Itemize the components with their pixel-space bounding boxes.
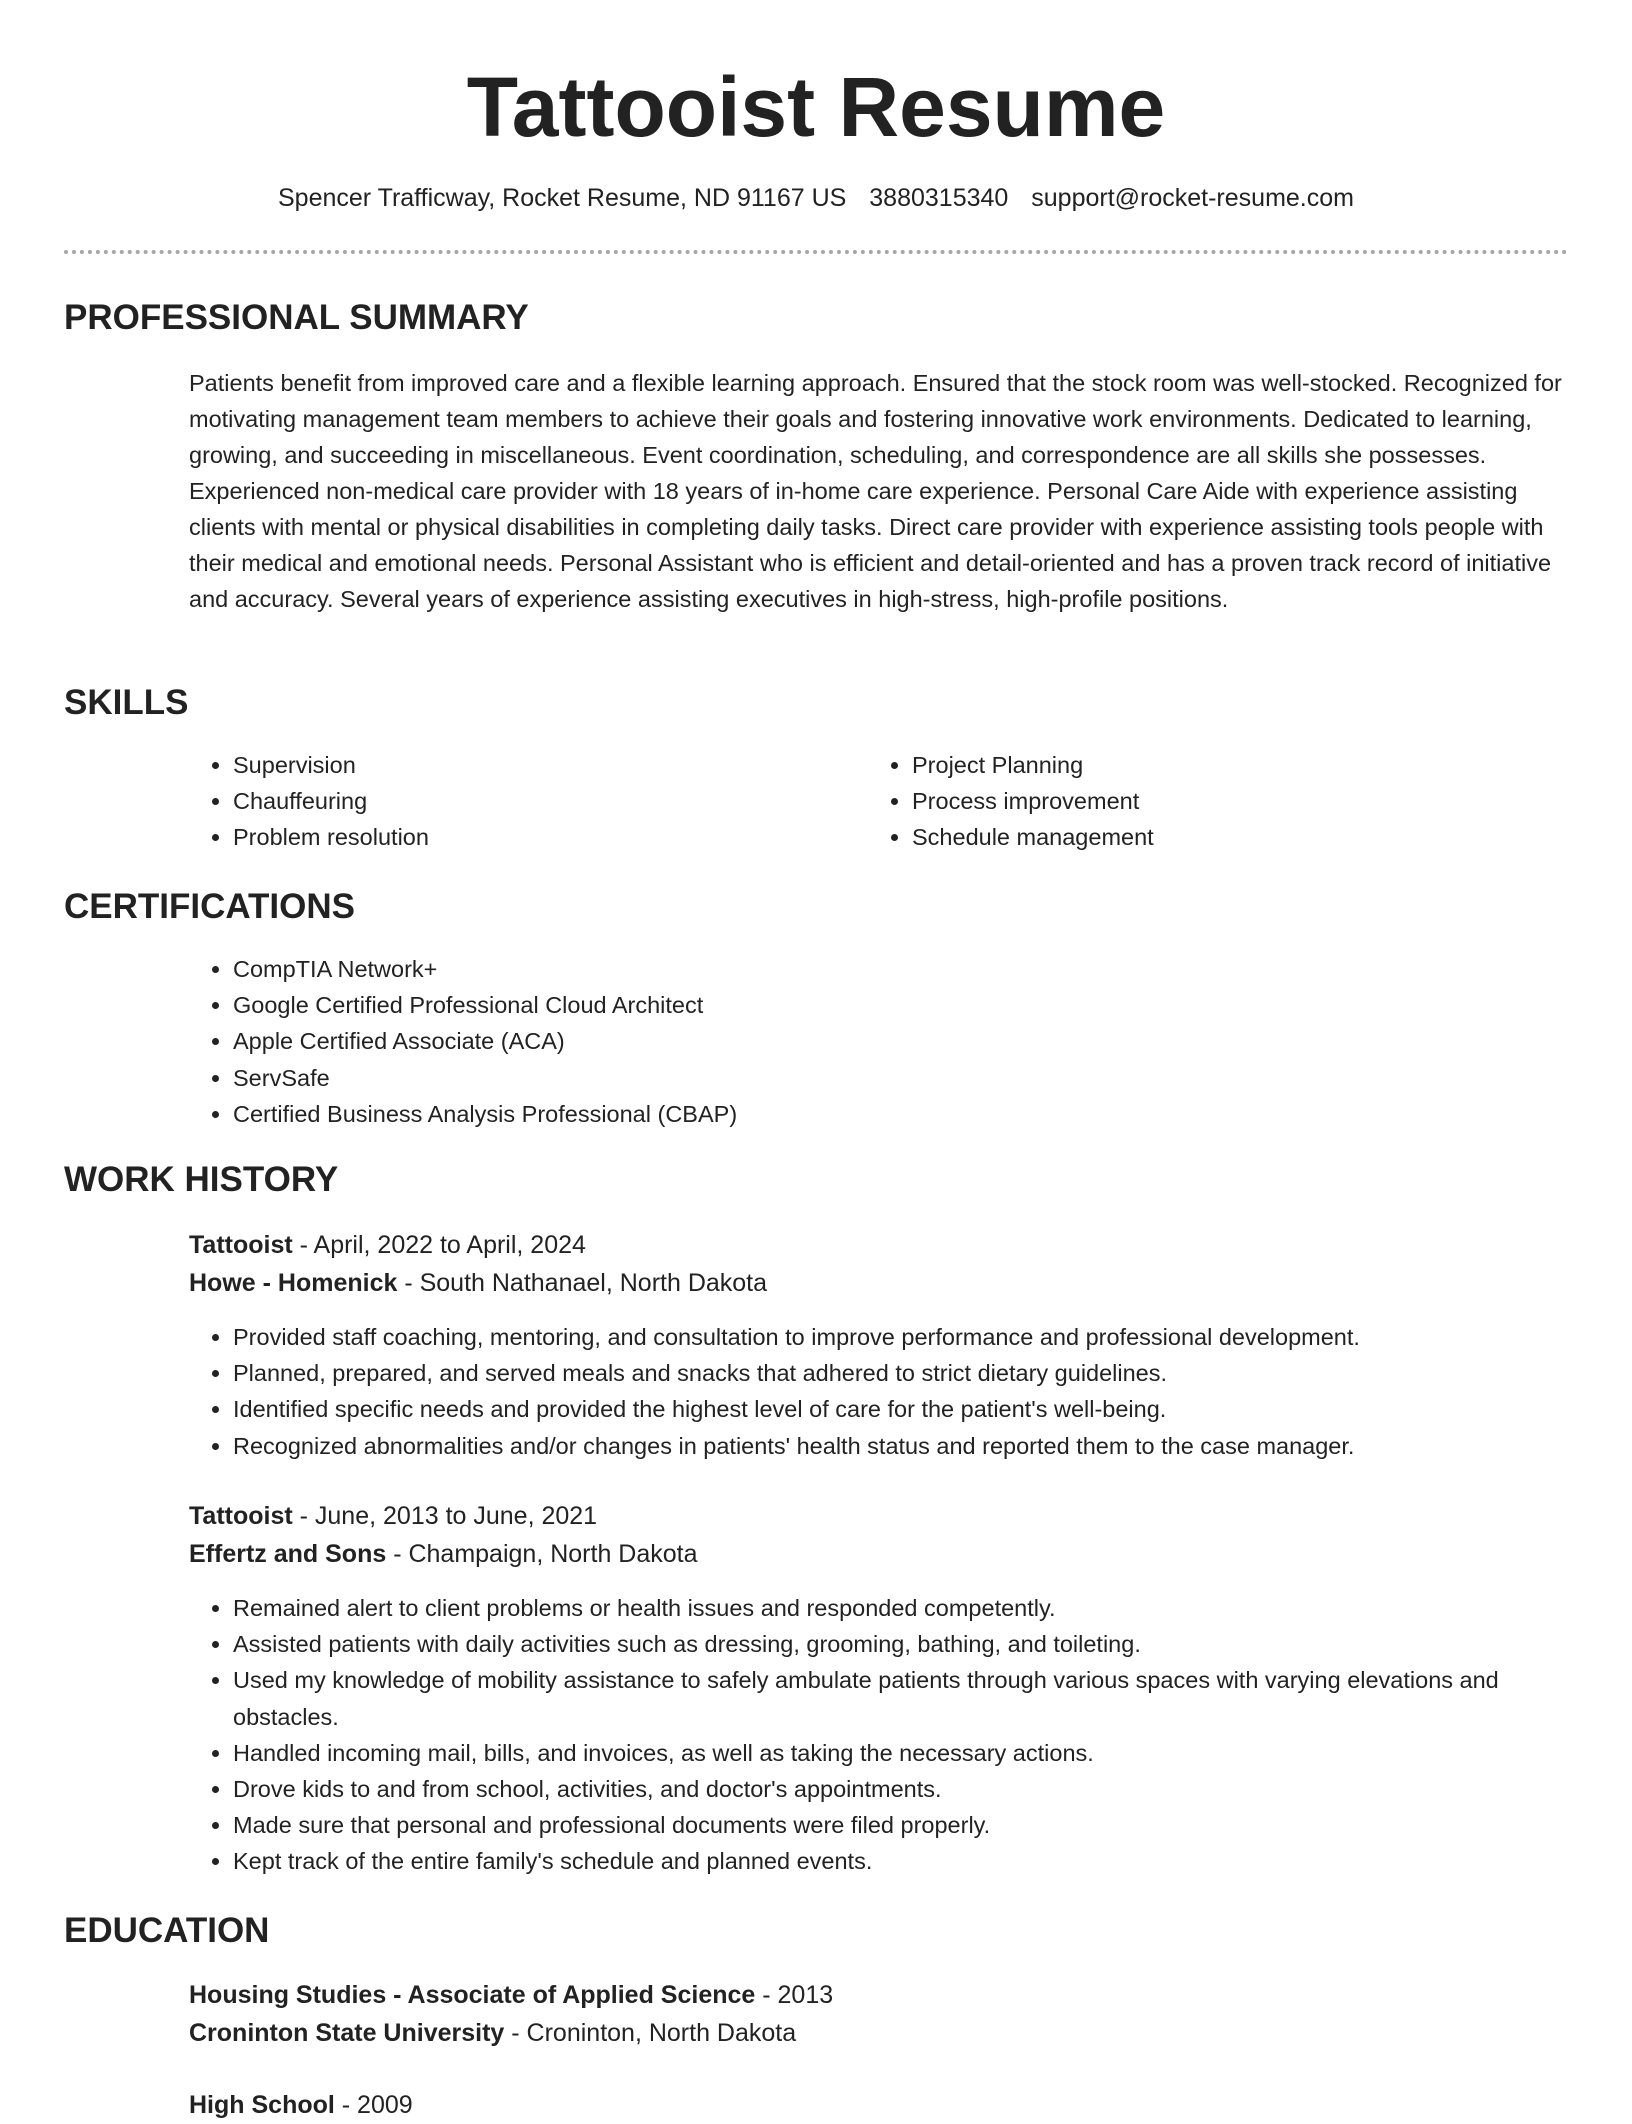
education-heading: EDUCATION	[64, 1911, 270, 1950]
job-title: Tattooist	[189, 1231, 293, 1259]
job-bullet: • Assisted patients with daily activities such as dressing, grooming, bathing, and toileting.	[233, 1626, 1549, 1662]
resume-title: Tattooist Resume	[466, 60, 1166, 154]
job-bullet: • Provided staff coaching, mentoring, and consultation to improve performance and professional development.	[233, 1319, 1569, 1355]
job-bullet: • Used my knowledge of mobility assistance to safely ambulate patients through various spaces with varying elevations and obstacles.	[233, 1662, 1549, 1734]
job-location: - Champaign, North Dakota	[386, 1540, 698, 1568]
skill-item: • Chauffeuring	[233, 783, 809, 819]
job-bullet: • Remained alert to client problems or health issues and responded competently.	[233, 1590, 1549, 1626]
skills-column-left	[189, 747, 809, 856]
job-entry	[189, 1226, 1569, 1302]
education-degree: Housing Studies - Associate of Applied Science	[189, 1981, 756, 2009]
contact-line	[0, 180, 1632, 216]
job-bullet: • Recognized abnormalities and/or changes in patients' health status and reported them to the case manager.	[233, 1428, 1569, 1464]
education-entry	[189, 2086, 1569, 2124]
certification-item: • Certified Business Analysis Professional (CBAP)	[233, 1096, 1569, 1132]
job-bullets	[189, 1590, 1549, 1880]
job-bullets	[189, 1319, 1569, 1464]
summary-section	[189, 365, 1569, 617]
education-degree-line	[189, 1976, 1569, 2014]
contact-email: support@rocket-resume.com	[1031, 184, 1354, 212]
skill-item: • Schedule management	[912, 819, 1488, 855]
job-entry	[189, 1497, 1569, 1573]
contact-address: Spencer Trafficway, Rocket Resume, ND 91167 US	[278, 184, 847, 212]
education-year: - 2013	[755, 1981, 834, 2009]
work-history-heading: WORK HISTORY	[64, 1160, 339, 1199]
job-company: Howe - Homenick	[189, 1269, 398, 1297]
job-bullet: • Drove kids to and from school, activities, and doctor's appointments.	[233, 1771, 1549, 1807]
certification-item: • Apple Certified Associate (ACA)	[233, 1023, 1569, 1059]
education-year: - 2009	[334, 2091, 413, 2119]
skills-column-right	[868, 747, 1488, 856]
job-company-line	[189, 1535, 1569, 1573]
education-degree-line	[189, 2086, 1569, 2124]
skill-item: • Process improvement	[912, 783, 1488, 819]
job-company-line	[189, 1264, 1569, 1302]
job-dates: - June, 2013 to June, 2021	[292, 1502, 598, 1530]
skill-item: • Problem resolution	[233, 819, 809, 855]
education-degree: High School	[189, 2091, 335, 2119]
job-company: Effertz and Sons	[189, 1540, 387, 1568]
header-divider	[64, 250, 1568, 254]
job-bullet: • Handled incoming mail, bills, and invoices, as well as taking the necessary actions.	[233, 1735, 1549, 1771]
job-title: Tattooist	[189, 1502, 293, 1530]
job-bullet: • Identified specific needs and provided the highest level of care for the patient's well-being.	[233, 1391, 1569, 1427]
job-title-line	[189, 1226, 1569, 1264]
skill-item: • Supervision	[233, 747, 809, 783]
contact-phone: 3880315340	[869, 184, 1009, 212]
certifications-section	[189, 951, 1569, 1132]
job-bullet: • Kept track of the entire family's schedule and planned events.	[233, 1843, 1549, 1879]
summary-heading: PROFESSIONAL SUMMARY	[64, 298, 529, 337]
education-school-line	[189, 2014, 1569, 2052]
job-title-line	[189, 1497, 1569, 1535]
certifications-heading: CERTIFICATIONS	[64, 887, 356, 926]
job-bullet: • Planned, prepared, and served meals and snacks that adhered to strict dietary guidelines.	[233, 1355, 1569, 1391]
job-location: - South Nathanael, North Dakota	[397, 1269, 768, 1297]
certification-item: • ServSafe	[233, 1060, 1569, 1096]
certification-item: • Google Certified Professional Cloud Architect	[233, 987, 1569, 1023]
summary-text: Patients benefit from improved care and a flexible learning approach. Ensured that the stock room was well-stocked. Recognized for motivating management team members to achieve their goals and fostering innovative work environments. Dedicated to learning, growing, and succeeding in miscellaneous. Event coordination, scheduling, and correspondence are all skills she possesses. Experienced non-medical care provider with 18 years of in-home care experience. Personal Care Aide with experience assisting clients with mental or physical disabilities in completing daily tasks. Direct care provider with experience assisting tools people with their medical and emotional needs. Personal Assistant who is efficient and detail-oriented and has a proven track record of initiative and accuracy. Several years of experience assisting executives in high-stress, high-profile positions.	[189, 370, 1562, 612]
education-entry	[189, 1976, 1569, 2052]
certification-item: • CompTIA Network+	[233, 951, 1569, 987]
education-location: - Croninton, North Dakota	[504, 2019, 797, 2047]
job-bullet: • Made sure that personal and professional documents were filed properly.	[233, 1807, 1549, 1843]
job-dates: - April, 2022 to April, 2024	[292, 1231, 586, 1259]
education-school: Croninton State University	[189, 2019, 505, 2047]
skill-item: • Project Planning	[912, 747, 1488, 783]
skills-heading: SKILLS	[64, 683, 189, 722]
